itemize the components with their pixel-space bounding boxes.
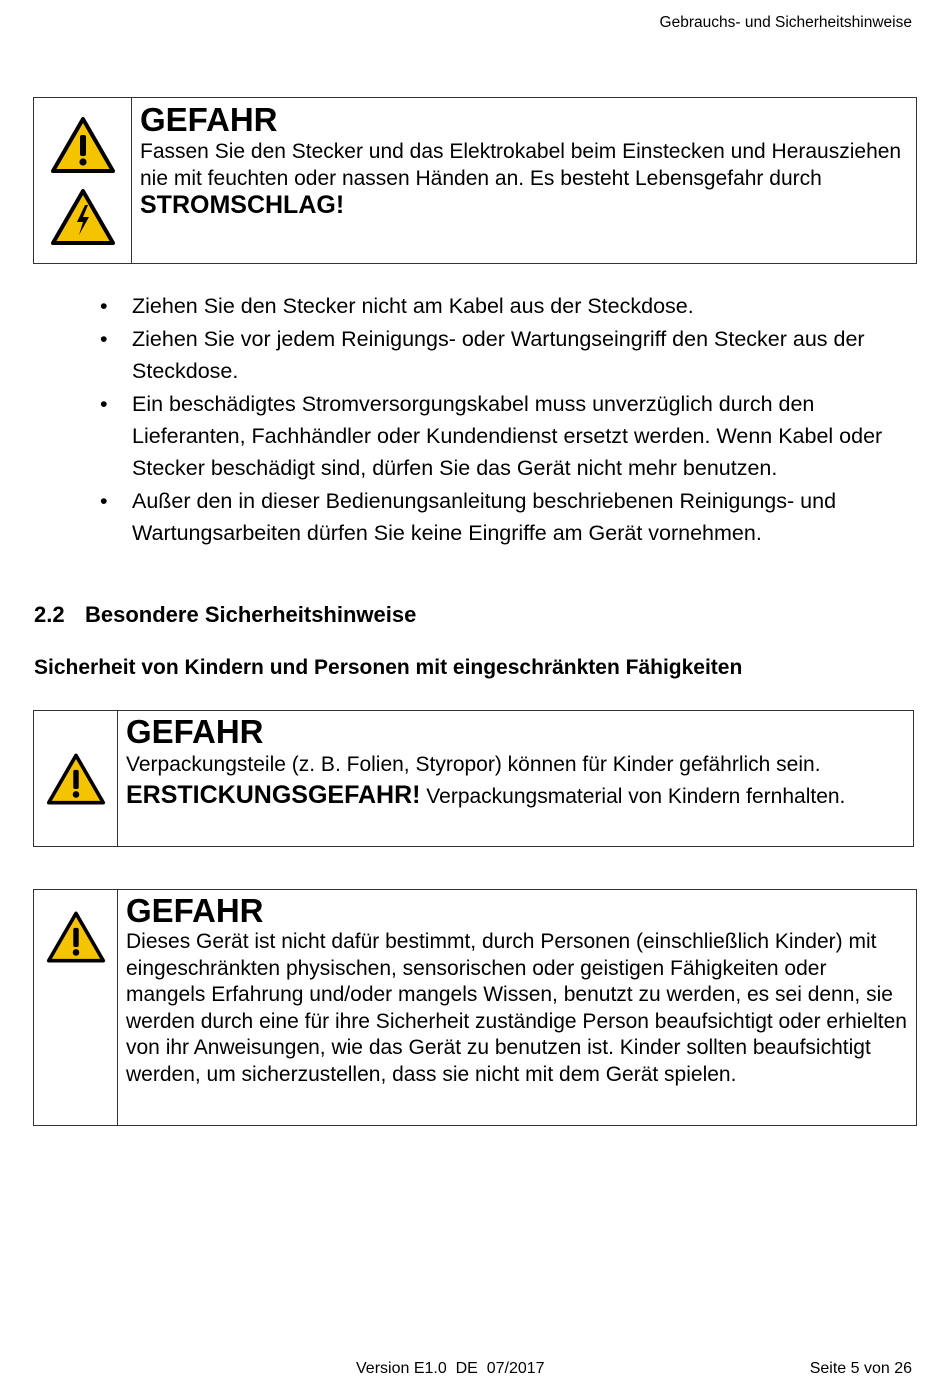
warning-body: Verpackungsteile (z. B. Folien, Styropor) können für Kinder gefährlich sein. [126, 753, 821, 776]
bullet-marker: • [100, 327, 108, 351]
warning-box-suffocation [33, 710, 914, 847]
footer-version: Version E1.0 DE 07/2017 [356, 1360, 545, 1377]
section-title: Besondere Sicherheitshinweise [85, 602, 417, 627]
list-item [96, 388, 896, 484]
page-header-title: Gebrauchs- und Sicherheitshinweise [659, 14, 912, 31]
warning-heading: GEFAHR [126, 713, 264, 750]
list-item-text: Ein beschädigtes Stromversorgungskabel muss unverzüglich durch den Lieferanten, Fachhändler oder Kundendienst ersetzt werden. Wenn Kabel oder Stecker beschädigt sind, dürfen Sie das Gerät nicht mehr benutzen. [132, 392, 883, 480]
list-item-text: Ziehen Sie vor jedem Reinigungs- oder Wartungseingriff den Stecker aus der Steckdose. [132, 327, 865, 383]
warning-heading: GEFAHR [140, 101, 278, 138]
list-item [96, 290, 896, 322]
warning-text: Dieses Gerät ist nicht dafür bestimmt, durch Personen (einschließlich Kinder) mit eingeschränkten physischen, sensorischen oder geistigen Fähigkeiten oder mangels Erfahrung und/oder mangels Wissen, benutzt zu werden, es sei denn, sie werden durch eine für ihre Sicherheit zuständige Person beaufsichtigt oder erhielten von ihr Anweisungen, wie das Gerät zu benutzen ist. Kinder sollten beaufsichtigt werden, um sicherzustellen, dass sie nicht mit dem Gerät spielen. [126, 930, 907, 1086]
list-item-text: Ziehen Sie den Stecker nicht am Kabel aus der Steckdose. [132, 294, 694, 318]
bullet-marker: • [100, 489, 108, 513]
warning-emphasis: ERSTICKUNGSGEFAHR! [126, 781, 421, 809]
warning-box-persons [33, 889, 917, 1126]
warning-triangle-icon [46, 752, 106, 806]
warning-triangle-icon [50, 116, 116, 174]
warning-box-electric [33, 97, 917, 264]
warning-text [140, 138, 908, 220]
warning-text [126, 750, 905, 812]
warning-icons-column [34, 890, 118, 1125]
bullet-marker: • [100, 294, 108, 318]
list-item-text: Außer den in dieser Bedienungsanleitung beschriebenen Reinigungs- und Wartungsarbeiten dürfen Sie keine Eingriffe am Gerät vornehmen. [132, 489, 837, 545]
warning-triangle-icon [46, 910, 106, 964]
warning-icons-column [34, 98, 132, 263]
section-heading [34, 602, 416, 628]
warning-body: Fassen Sie den Stecker und das Elektrokabel beim Einstecken und Herausziehen nie mit feuchten oder nassen Händen an. Es besteht Lebensgefahr durch [140, 140, 902, 190]
footer-page-number: Seite 5 von 26 [809, 1360, 912, 1377]
safety-bullet-list [96, 290, 896, 550]
warning-emphasis: STROMSCHLAG! [140, 191, 345, 219]
bullet-marker: • [100, 392, 108, 416]
warning-heading: GEFAHR [126, 892, 264, 929]
warning-body-end: Verpackungsmaterial von Kindern fernhalten. [420, 785, 846, 808]
list-item [96, 323, 896, 387]
subsection-heading: Sicherheit von Kindern und Personen mit eingeschränkten Fähigkeiten [34, 656, 743, 679]
warning-text-column [118, 711, 913, 846]
section-number: 2.2 [34, 602, 65, 627]
warning-text-column [118, 890, 916, 1125]
list-item [96, 485, 896, 549]
electric-shock-icon [50, 188, 116, 246]
warning-icons-column [34, 711, 118, 846]
warning-text-column [132, 98, 916, 263]
